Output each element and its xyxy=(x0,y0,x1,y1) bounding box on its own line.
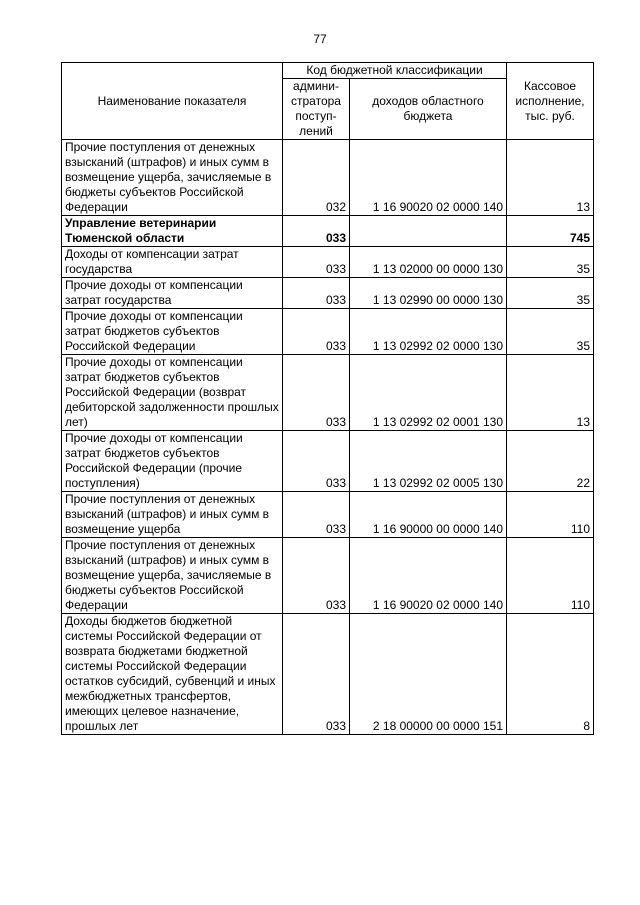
header-administrator: админи-стратора поступ-лений xyxy=(283,79,350,140)
row-admin-code: 033 xyxy=(283,614,350,735)
table-row xyxy=(62,247,594,278)
row-name: Прочие поступления от денежных взысканий (штрафов) и иных сумм в возмещение ущерба xyxy=(62,492,283,538)
row-admin-code: 033 xyxy=(283,247,350,278)
row-budget-code: 1 16 90020 02 0000 140 xyxy=(350,140,507,216)
row-amount: 13 xyxy=(507,140,594,216)
table-row xyxy=(62,614,594,735)
row-name: Управление ветеринарии Тюменской области xyxy=(62,216,283,247)
row-name: Прочие доходы от компенсации затрат бюджетов субъектов Российской Федерации (возврат дебиторской задолженности прошлых лет) xyxy=(62,355,283,431)
row-amount: 110 xyxy=(507,492,594,538)
table-row xyxy=(62,538,594,614)
row-amount: 745 xyxy=(507,216,594,247)
header-regional-income: доходов областного бюджета xyxy=(350,79,507,140)
row-name: Прочие поступления от денежных взысканий (штрафов) и иных сумм в возмещение ущерба, зачисляемые в бюджеты субъектов Российской Федерации xyxy=(62,538,283,614)
row-admin-code: 033 xyxy=(283,278,350,309)
row-amount: 13 xyxy=(507,355,594,431)
row-admin-code: 033 xyxy=(283,431,350,492)
table-body xyxy=(62,140,594,735)
table-header xyxy=(62,63,594,140)
row-budget-code: 1 13 02000 00 0000 130 xyxy=(350,247,507,278)
page-number: 77 xyxy=(313,32,327,46)
row-budget-code: 1 16 90020 02 0000 140 xyxy=(350,538,507,614)
table-row xyxy=(62,216,594,247)
row-name: Доходы бюджетов бюджетной системы Российской Федерации от возврата бюджетами бюджетной системы Российской Федерации остатков субсидий, субвенций и иных межбюджетных трансфертов, имеющих целевое назначение, прошлых лет xyxy=(62,614,283,735)
row-name: Доходы от компенсации затрат государства xyxy=(62,247,283,278)
table-row xyxy=(62,309,594,355)
row-name: Прочие доходы от компенсации затрат государства xyxy=(62,278,283,309)
row-budget-code: 1 16 90000 00 0000 140 xyxy=(350,492,507,538)
row-name: Прочие доходы от компенсации затрат бюджетов субъектов Российской Федерации xyxy=(62,309,283,355)
table-row xyxy=(62,140,594,216)
row-admin-code: 033 xyxy=(283,309,350,355)
row-budget-code: 2 18 00000 00 0000 151 xyxy=(350,614,507,735)
row-name: Прочие доходы от компенсации затрат бюджетов субъектов Российской Федерации (прочие поступления) xyxy=(62,431,283,492)
row-budget-code: 1 13 02990 00 0000 130 xyxy=(350,278,507,309)
row-admin-code: 033 xyxy=(283,538,350,614)
header-classification-code: Код бюджетной классификации xyxy=(283,63,507,79)
row-budget-code xyxy=(350,216,507,247)
row-amount: 22 xyxy=(507,431,594,492)
row-admin-code: 032 xyxy=(283,140,350,216)
table-row xyxy=(62,492,594,538)
table-row xyxy=(62,431,594,492)
row-amount: 35 xyxy=(507,278,594,309)
row-admin-code: 033 xyxy=(283,492,350,538)
header-cash-execution: Кассовое исполнение, тыс. руб. xyxy=(507,63,594,140)
budget-table xyxy=(61,62,594,735)
row-admin-code: 033 xyxy=(283,216,350,247)
row-budget-code: 1 13 02992 02 0005 130 xyxy=(350,431,507,492)
row-amount: 35 xyxy=(507,309,594,355)
row-amount: 35 xyxy=(507,247,594,278)
table-row xyxy=(62,278,594,309)
header-name: Наименование показателя xyxy=(62,63,283,140)
row-name: Прочие поступления от денежных взысканий (штрафов) и иных сумм в возмещение ущерба, зачисляемые в бюджеты субъектов Российской Федерации xyxy=(62,140,283,216)
table-row xyxy=(62,355,594,431)
row-amount: 8 xyxy=(507,614,594,735)
row-budget-code: 1 13 02992 02 0001 130 xyxy=(350,355,507,431)
row-budget-code: 1 13 02992 02 0000 130 xyxy=(350,309,507,355)
row-admin-code: 033 xyxy=(283,355,350,431)
row-amount: 110 xyxy=(507,538,594,614)
